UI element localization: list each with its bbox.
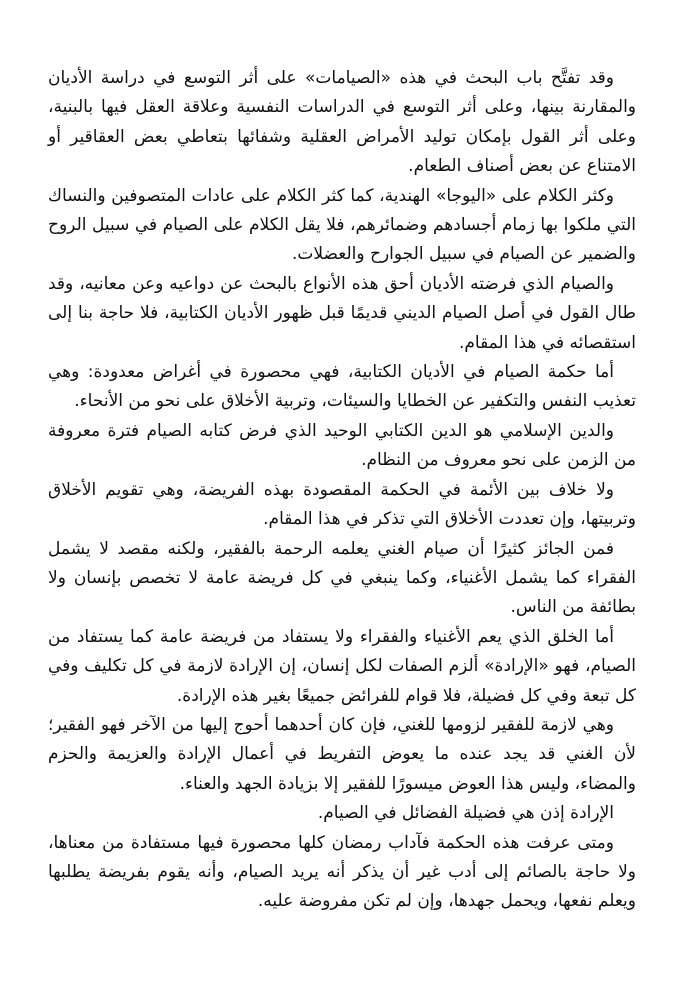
paragraph: والدين الإسلامي هو الدين الكتابي الوحيد الذي فرض كتابه الصيام فترة معروفة من الزمن على نحو معروف من النظام. [48,420,636,471]
paragraph: وقد تفتَّح باب البحث في هذه «الصيامات» على أثر التوسع في دراسة الأديان والمقارنة بينها، وعلى أثر التوسع في الدراسات النفسية وعلاقة العقل فيها بالبنية، وعلى أثر القول بإمكان توليد الأمراض العقلية وشفائها بتعاطي بعض العقاقير أو الامتناع عن بعض أصناف الطعام. [48,68,636,177]
paragraph: وهي لازمة للفقير لزومها للغني، فإن كان أحدهما أحوج إليها من الآخر فهو الفقير؛ لأن الغني قد يجد عنده ما يعوض التفريط في أعمال الإرادة والعزيمة والحزم والمضاء، وليس هذا العوض ميسورًا للفقير إلا بزيادة الجهد والعناء. [48,714,636,794]
paragraph: أما حكمة الصيام في الأديان الكتابية، فهي محصورة في أغراض معدودة: وهي تعذيب النفس والتكفير عن الخطايا والسيئات، وتربية الأخلاق على نحو من الأنحاء. [48,362,636,412]
paragraph: والصيام الذي فرضته الأديان أحق هذه الأنواع بالبحث عن دواعيه وعن معانيه، وقد طال القول في أصل الصيام الديني قديمًا قبل ظهور الأديان الكتابية، فلا حاجة بنا إلى استقصائه في هذا المقام. [48,273,636,353]
paragraph: الإرادة إذن هي فضيلة الفضائل في الصيام. [317,803,614,824]
paragraph: وكثر الكلام على «اليوجا» الهندية، كما كثر الكلام على عادات المتصوفين والنساك التي ملكوا بها زمام أجسادهم وضمائرهم، فلا يقل الكلام على الصيام في سبيل الروح والضمير عن الصيام في سبيل الجوارح والعضلات. [48,185,636,265]
paragraph: ولا خلاف بين الأئمة في الحكمة المقصودة بهذه الفريضة، وهي تقويم الأخلاق وتربيتها، وإن تعددت الأخلاق التي تذكر في هذا المقام. [48,479,636,530]
paragraph: ومتى عرفت هذه الحكمة فآداب رمضان كلها محصورة فيها مستفادة من معناها، ولا حاجة بالصائم إلى أدب غير أن يذكر أنه يريد الصيام، وأنه يقوم بفريضة يطلبها ويعلم نفعها، ويحمل جهدها، وإن لم تكن مفروضة عليه. [48,832,636,912]
paragraph: فمن الجائز كثيرًا أن صيام الغني يعلمه الرحمة بالفقير، ولكنه مقصد لا يشمل الفقراء كما يشمل الأغنياء، وكما ينبغي في كل فريضة عامة لا تخصص بإنسان ولا بطائفة من الناس. [48,538,636,618]
paragraph: أما الخلق الذي يعم الأغنياء والفقراء ولا يستفاد من فريضة عامة كما يستفاد من الصيام، فهو «الإرادة» ألزم الصفات لكل إنسان، إن الإرادة لازمة في كل تكليف وفي كل تبعة وفي كل فضيلة، فلا قوام للفرائض جميعًا بغير هذه الإرادة. [48,626,636,706]
